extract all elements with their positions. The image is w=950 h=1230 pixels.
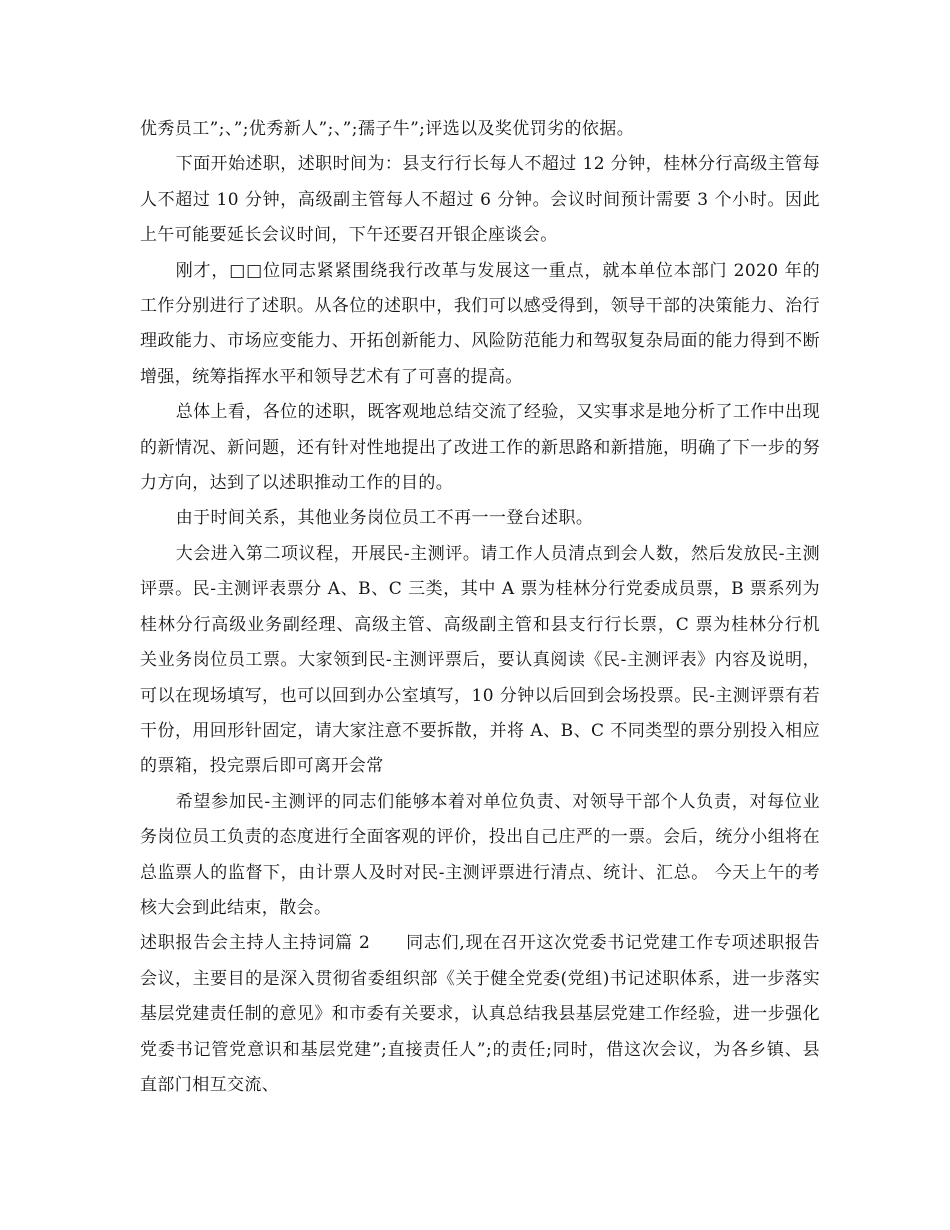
paragraph-6: 大会进入第二项议程，开展民-主测评。请工作人员清点到会人数，然后发放民-主测评票。民-主测评表票分 A、B、C 三类，其中 A 票为桂林分行党委成员票，B 票系列为桂林分行高级业务副经理、高级主管、高级副主管和县支行行长票，C 票为桂林分行机关业务岗位员工票。大家领到民-主测评票后，要认真阅读《民-主测评表》内容及说明，可以在现场填写，也可以回到办公室填写，10 分钟以后回到会场投票。民-主测评票有若干份，用回形针固定，请大家注意不要拆散，并将 A、B、C 不同类型的票分别投入相应的票箱，投完票后即可离开会常 bbox=[140, 543, 820, 777]
paragraph-3: 刚才，□□位同志紧紧围绕我行改革与发展这一重点，就本单位本部门 2020 年的工作分别进行了述职。从各位的述职中，我们可以感受得到，领导干部的决策能力、治行理政能力、市场应变能力、开拓创新能力、风险防范能力和驾驭复杂局面的能力得到不断增强，统筹指挥水平和领导艺术有了可喜的提高。 bbox=[140, 260, 820, 387]
paragraph-4: 总体上看，各位的述职，既客观地总结交流了经验，又实事求是地分析了工作中出现的新情况、新问题，还有针对性地提出了改进工作的新思路和新措施，明确了下一步的努力方向，达到了以述职推动工作的目的。 bbox=[140, 402, 820, 494]
paragraph-1: 优秀员工”;、”;优秀新人”;、”;孺子牛”;评选以及奖优罚劣的依据。 bbox=[140, 119, 635, 139]
document-page bbox=[140, 112, 820, 1103]
paragraph-2: 下面开始述职，述职时间为：县支行行长每人不超过 12 分钟，桂林分行高级主管每人不超过 10 分钟，高级副主管每人不超过 6 分钟。会议时间预计需要 3 个小时。因此上午可能要延长会议时间，下午还要召开银企座谈会。 bbox=[140, 154, 820, 246]
paragraph-8: 述职报告会主持人主持词篇 2 同志们,现在召开这次党委书记党建工作专项述职报告会议，主要目的是深入贯彻省委组织部《关于健全党委(党组)书记述职体系，进一步落实基层党建责任制的意见》和市委有关要求，认真总结我县基层党建工作经验，进一步强化党委书记管党意识和基层党建”;直接责任人”;的责任;同时，借这次会议，为各乡镇、县直部门相互交流、 bbox=[140, 933, 820, 1095]
paragraph-5: 由于时间关系，其他业务岗位员工不再一一登台述职。 bbox=[175, 508, 594, 529]
paragraph-7: 希望参加民-主测评的同志们能够本着对单位负责、对领导干部个人负责，对每位业务岗位员工负责的态度进行全面客观的评价，投出自己庄严的一票。会后，统分小组将在总监票人的监督下，由计票人及时对民-主测评票进行清点、统计、汇总。 今天上午的考核大会到此结束，散会。 bbox=[140, 791, 820, 918]
